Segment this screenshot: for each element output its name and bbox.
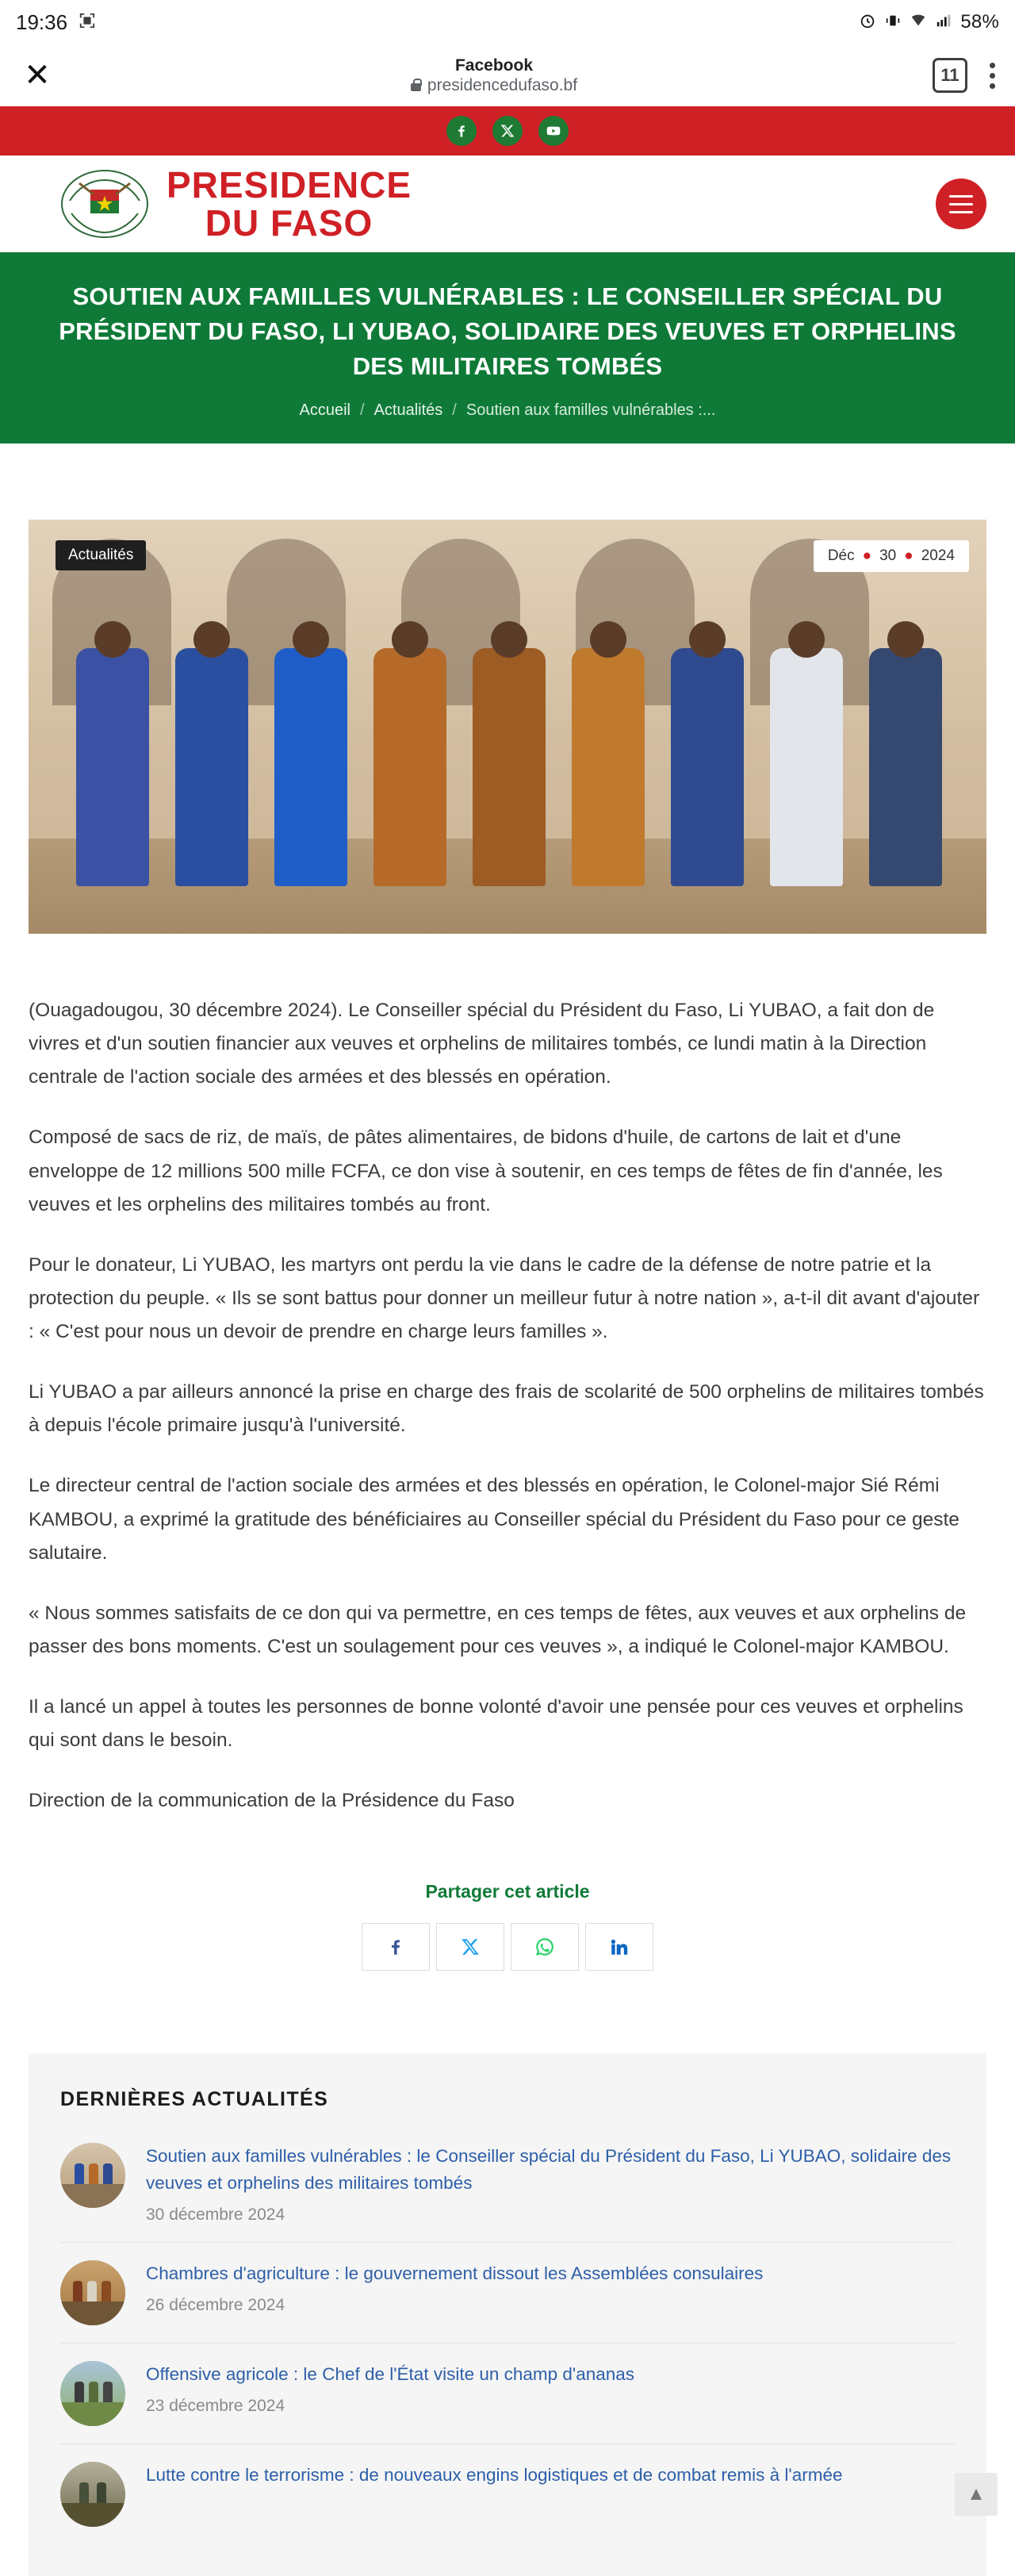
youtube-icon[interactable] bbox=[538, 116, 569, 146]
facebook-icon[interactable] bbox=[446, 116, 477, 146]
lock-icon bbox=[411, 83, 421, 91]
signal-icon bbox=[935, 12, 952, 33]
article-body bbox=[29, 994, 986, 1818]
article-paragraph: Composé de sacs de riz, de maïs, de pâtes alimentaires, de bidons d'huile, de cartons de lait et d'une enveloppe de 12 millions 500 mille FCFA, ce don vise à soutenir, en ces temps de fêtes de fin d'année, les veuves et les orphelins des militaires tombés au front. bbox=[29, 1127, 943, 1215]
news-thumbnail bbox=[60, 2260, 125, 2325]
breadcrumb-separator: / bbox=[452, 401, 457, 420]
brand-wordmark[interactable] bbox=[167, 163, 412, 244]
social-strip bbox=[0, 106, 1015, 155]
news-date: 23 décembre 2024 bbox=[146, 2397, 285, 2416]
status-time: 19:36 bbox=[16, 10, 68, 34]
page-hero bbox=[0, 252, 1015, 443]
close-button[interactable]: ✕ bbox=[24, 58, 51, 93]
overflow-menu-icon[interactable] bbox=[988, 63, 996, 89]
date-month: Déc bbox=[827, 547, 855, 565]
breadcrumb-item-home[interactable]: Accueil bbox=[299, 401, 351, 420]
share-x-button[interactable] bbox=[436, 1923, 504, 1971]
list-item[interactable] bbox=[60, 2125, 955, 2242]
share-facebook-button[interactable] bbox=[362, 1923, 430, 1971]
news-thumbnail bbox=[60, 2143, 125, 2208]
image-date-badge bbox=[814, 540, 969, 572]
scroll-to-top-button[interactable]: ▲ bbox=[955, 2473, 998, 2516]
breadcrumb-item-current: Soutien aux familles vulnérables :... bbox=[465, 401, 716, 420]
breadcrumb bbox=[27, 401, 988, 420]
site-title: Facebook bbox=[454, 56, 534, 75]
battery-status: 58% bbox=[960, 11, 999, 33]
breadcrumb-separator: / bbox=[360, 401, 365, 420]
list-item[interactable] bbox=[60, 2444, 955, 2544]
date-year: 2024 bbox=[921, 547, 955, 565]
date-dot: ● bbox=[862, 547, 872, 565]
share-linkedin-button[interactable] bbox=[585, 1923, 653, 1971]
news-date: 30 décembre 2024 bbox=[146, 2206, 285, 2225]
news-date: 26 décembre 2024 bbox=[146, 2296, 285, 2315]
vibrate-icon bbox=[884, 12, 902, 33]
date-dot: ● bbox=[904, 547, 914, 565]
news-title[interactable]: Soutien aux familles vulnérables : le Conseiller spécial du Président du Faso, Li YUBAO, solidaire des veuves et orphelins des militaires tombés bbox=[146, 2146, 952, 2193]
list-item[interactable] bbox=[60, 2343, 955, 2444]
image-category-badge: Actualités bbox=[56, 540, 146, 570]
x-twitter-icon[interactable] bbox=[492, 116, 523, 146]
breadcrumb-item-actualites[interactable]: Actualités bbox=[373, 401, 443, 420]
android-status-bar bbox=[0, 0, 1015, 44]
news-title[interactable]: Chambres d'agriculture : le gouvernement dissout les Assemblées consulaires bbox=[146, 2263, 764, 2284]
article-signature: Direction de la communication de la Présidence du Faso bbox=[29, 1790, 515, 1812]
news-title[interactable]: Lutte contre le terrorisme : de nouveaux engins logistiques et de combat remis à l'armée bbox=[146, 2465, 843, 2486]
article-paragraph: Pour le donateur, Li YUBAO, les martyrs ont perdu la vie dans le cadre de la défense de notre patrie et la protection du peuple. « Ils se sont battus pour donner un meilleur futur à notre nation », a-t-il dit avant d'ajouter : « C'est pour nous un devoir de prendre en charge leurs familles ». bbox=[29, 1253, 980, 1343]
news-title[interactable]: Offensive agricole : le Chef de l'État visite un champ d'ananas bbox=[146, 2364, 635, 2385]
url-text: presidencedufaso.bf bbox=[427, 76, 578, 95]
browser-toolbar bbox=[0, 44, 1015, 106]
tab-count-button[interactable]: 11 bbox=[933, 58, 967, 93]
share-heading: Partager cet article bbox=[425, 1881, 590, 1902]
list-item[interactable] bbox=[60, 2242, 955, 2343]
article-paragraph: Il a lancé un appel à toutes les personnes de bonne volonté d'avoir une pensée pour ces veuves et orphelins qui sont dans le besoin. bbox=[29, 1696, 963, 1752]
article-featured-image bbox=[29, 520, 986, 934]
news-thumbnail bbox=[60, 2462, 125, 2527]
article-paragraph: Li YUBAO a par ailleurs annoncé la prise en charge des frais de scolarité de 500 orphelins de militaires tombés à depuis l'école primaire jusqu'à l'université. bbox=[29, 1381, 984, 1437]
date-day: 30 bbox=[879, 547, 897, 565]
article-paragraph: (Ouagadougou, 30 décembre 2024). Le Conseiller spécial du Président du Faso, Li YUBAO, a fait don de vivres et d'un soutien financier aux veuves et orphelins de militaires tombés, ce lundi matin à la Direction centrale de l'action sociale des armées et des blessés en opération. bbox=[29, 1000, 935, 1088]
hamburger-menu-icon[interactable] bbox=[936, 179, 986, 229]
page-title: SOUTIEN AUX FAMILLES VULNÉRABLES : LE CONSEILLER SPÉCIAL DU PRÉSIDENT DU FASO, LI YUBAO, SOLIDAIRE DES VEUVES ET ORPHELINS DES MILITAIRES TOMBÉS bbox=[59, 282, 956, 381]
site-header bbox=[0, 155, 1015, 252]
screenshot-icon bbox=[79, 12, 96, 33]
coat-of-arms-icon bbox=[56, 166, 154, 242]
wifi-icon bbox=[910, 12, 927, 33]
brand-line-2: DU FASO bbox=[205, 202, 373, 244]
latest-news-heading: DERNIÈRES ACTUALITÉS bbox=[60, 2088, 329, 2111]
alarm-icon bbox=[859, 12, 876, 33]
brand-line-1: PRESIDENCE bbox=[167, 163, 412, 205]
address-display[interactable] bbox=[56, 56, 933, 95]
latest-news-section bbox=[29, 2053, 986, 2576]
news-thumbnail bbox=[60, 2361, 125, 2426]
article-paragraph: « Nous sommes satisfaits de ce don qui va permettre, en ces temps de fêtes, aux veuves et aux orphelins de passer des bons moments. C'est un soulagement pour ces veuves », a indiqué le Colonel-major KAMBOU. bbox=[29, 1602, 967, 1657]
article-paragraph: Le directeur central de l'action sociale des armées et des blessés en opération, le Colonel-major Sié Rémi KAMBOU, a exprimé la gratitude des bénéficiaires au Conseiller spécial du Président du Faso pour ce geste salutaire. bbox=[29, 1475, 959, 1564]
share-buttons bbox=[29, 1923, 986, 1971]
share-whatsapp-button[interactable] bbox=[511, 1923, 579, 1971]
